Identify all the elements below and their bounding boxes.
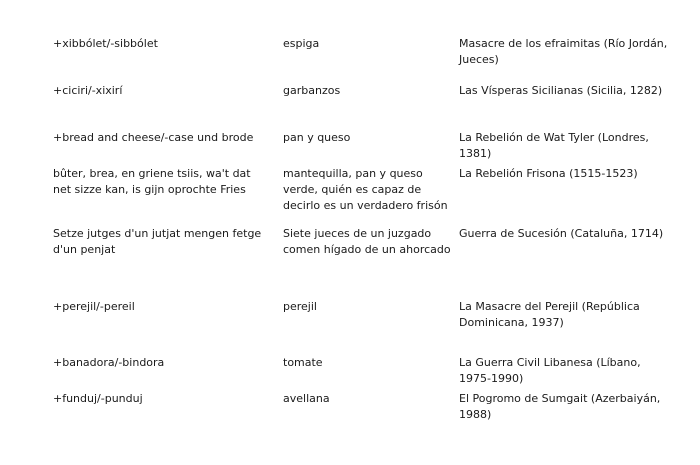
term-cell: +perejil/-pereil [53,300,135,313]
event-cell: Las Vísperas Sicilianas (Sicilia, 1282) [459,84,663,97]
meaning-cell: perejil [283,300,317,313]
term-cell: +bread and cheese/-case und brode [53,131,254,144]
meaning-cell: mantequilla, pan y queso verde, quién es capaz de decirlo es un verdadero frisón [283,167,448,212]
event-cell: La Rebelión Frisona (1515-1523) [459,167,638,180]
term-cell: +xibbólet/-sibbólet [53,37,158,50]
meaning-cell: avellana [283,392,330,405]
table-row [53,36,693,83]
event-cell: La Guerra Civil Libanesa (Líbano, 1975-1990) [459,356,641,385]
table-row [53,391,693,431]
table-row [53,299,693,355]
term-cell: bûter, brea, en griene tsiis, wa't dat net sizze kan, is gijn oprochte Fries [53,167,251,196]
table-row [53,83,693,130]
event-cell: Guerra de Sucesión (Cataluña, 1714) [459,227,664,240]
meaning-cell: pan y queso [283,131,351,144]
meaning-cell: garbanzos [283,84,341,97]
table-row [53,166,693,226]
table-row [53,355,693,391]
event-cell: El Pogromo de Sumgait (Azerbaiyán, 1988) [459,392,661,421]
table-row [53,226,693,299]
event-cell: Masacre de los efraimitas (Río Jordán, Jueces) [459,37,668,66]
meaning-cell: espiga [283,37,320,50]
event-cell: La Rebelión de Wat Tyler (Londres, 1381) [459,131,649,160]
term-cell: +banadora/-bindora [53,356,165,369]
meaning-cell: Siete jueces de un juzgado comen hígado de un ahorcado [283,227,451,256]
term-cell: +funduj/-punduj [53,392,143,405]
term-cell: Setze jutges d'un jutjat mengen fetge d'un penjat [53,227,262,256]
meaning-cell: tomate [283,356,323,369]
table-row [53,130,693,166]
term-cell: +ciciri/-xixirí [53,84,123,97]
event-cell: La Masacre del Perejil (República Dominicana, 1937) [459,300,640,329]
shibboleth-table [53,36,693,431]
